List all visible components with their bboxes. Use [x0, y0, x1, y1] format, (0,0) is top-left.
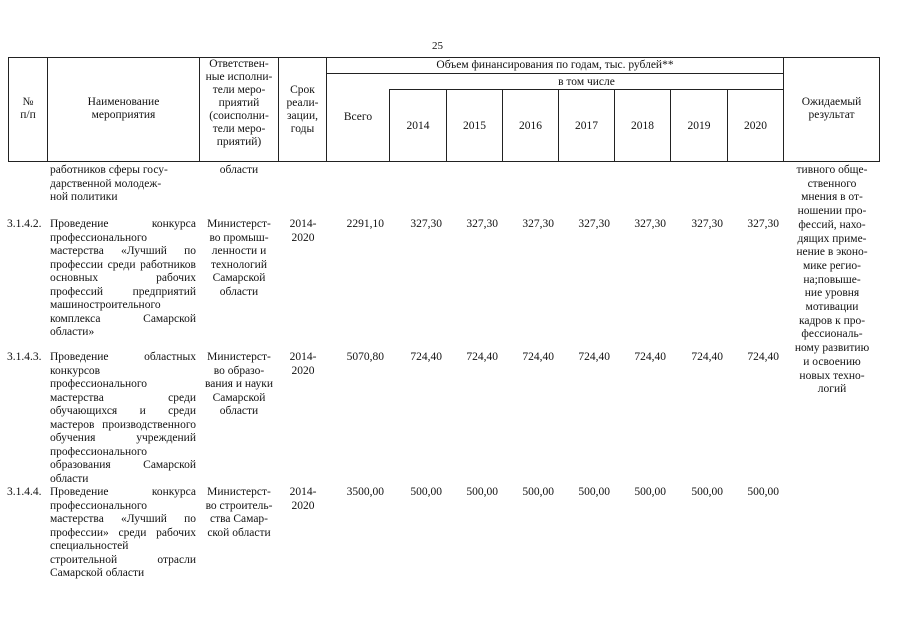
responsible-executor: Министерст- во образо- вания и науки Самарской области [204, 351, 274, 417]
header-year: 2017 [575, 120, 598, 132]
header-including: в том числе [558, 76, 615, 88]
year-amount: 327,30 [578, 218, 610, 230]
header-responsible: Ответствен- ные исполни- тели меро- приятий (соисполни- тели меро- приятий) [205, 58, 273, 148]
responsible-executor: Министерст- во промыш- ленности и технологий Самарской области [207, 218, 271, 298]
row-number: 3.1.4.2. [7, 218, 42, 230]
including-rule [389, 89, 783, 90]
header-year: 2018 [631, 120, 654, 132]
funding-rule [326, 73, 783, 74]
row-number: 3.1.4.3. [7, 351, 42, 363]
activity-name: Проведение областных конкурсов профессионального мастерства среди обучающихся и среди мастеров производственного обучения учреждений профессионального образования Самарской области [50, 351, 196, 485]
header-year: 2016 [519, 120, 542, 132]
implementation-period: 2014- 2020 [289, 351, 317, 377]
year-amount: 724,40 [578, 351, 610, 363]
year-amount: 327,30 [410, 218, 442, 230]
col-rule [326, 57, 327, 162]
header-year: 2019 [687, 120, 711, 132]
total-amount: 2291,10 [346, 218, 384, 230]
year-amount: 327,30 [691, 218, 723, 230]
continued-responsible: области [219, 164, 259, 176]
header-total: Всего [343, 111, 373, 123]
year-amount: 724,40 [522, 351, 554, 363]
activity-name: Проведение конкурса профессионального мастерства «Лучший по профессии среди работников основных рабочих профессий предприятий машиностроительного комплекса Самарской области» [50, 218, 196, 338]
responsible-executor: Министерст- во строитель- ства Самар- ской области [205, 486, 273, 539]
year-amount: 724,40 [634, 351, 666, 363]
year-amount: 327,30 [634, 218, 666, 230]
year-amount: 500,00 [578, 486, 610, 498]
expected-result: тивного обще- ственного мнения в от- ношении про- фессий, нахо- дящих приме- нение в эконо- мике регио- на;повыше- ние уровня мотивации кадров к про- фессиональ- ному развитию и освоению новых техно- логий [794, 164, 870, 396]
total-amount: 5070,80 [346, 351, 384, 363]
year-amount: 500,00 [691, 486, 723, 498]
year-amount: 500,00 [522, 486, 554, 498]
implementation-period: 2014- 2020 [289, 218, 317, 244]
header-year: 2020 [744, 120, 767, 132]
continued-name: работников сферы госу- дарственной молодеж- ной политики [50, 164, 168, 203]
header-bottom-rule [8, 161, 879, 162]
year-amount: 500,00 [466, 486, 498, 498]
header-year: 2014 [406, 120, 430, 132]
implementation-period: 2014- 2020 [289, 486, 317, 512]
header-result: Ожидаемый результат [801, 96, 862, 121]
header-funding: Объем финансирования по годам, тыс. рублей** [436, 59, 674, 71]
header-top-rule [8, 57, 879, 58]
page-number: 25 [432, 40, 443, 52]
row-number: 3.1.4.4. [7, 486, 42, 498]
header-period: Срок реали- зации, годы [286, 84, 319, 135]
year-amount: 327,30 [466, 218, 498, 230]
year-amount: 500,00 [747, 486, 779, 498]
header-name: Наименование мероприятия [87, 96, 160, 121]
year-amount: 724,40 [691, 351, 723, 363]
year-amount: 724,40 [410, 351, 442, 363]
col-rule [879, 57, 880, 162]
year-amount: 327,30 [747, 218, 779, 230]
header-year: 2015 [463, 120, 486, 132]
activity-name: Проведение конкурса профессионального мастерства «Лучший по профессии» среди рабочих специальностей строительной отрасли Самарской области [50, 486, 196, 579]
year-amount: 724,40 [466, 351, 498, 363]
year-amount: 327,30 [522, 218, 554, 230]
year-amount: 724,40 [747, 351, 779, 363]
header-num: № п/п [20, 96, 36, 121]
total-amount: 3500,00 [346, 486, 384, 498]
year-amount: 500,00 [634, 486, 666, 498]
year-amount: 500,00 [410, 486, 442, 498]
